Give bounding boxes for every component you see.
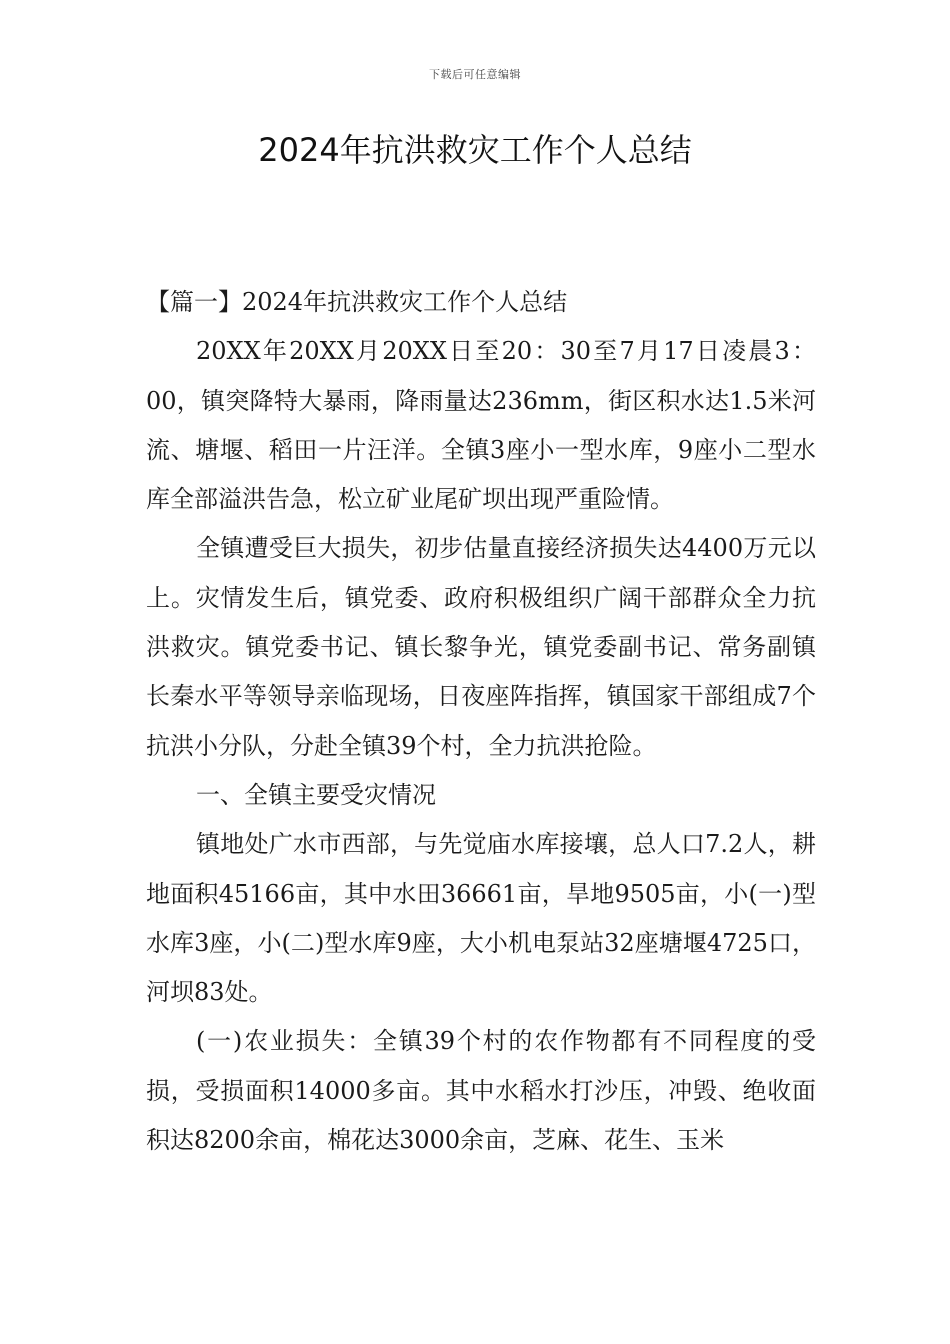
header-note: 下载后可任意编辑 [429, 68, 521, 81]
paragraph-3: 镇地处广水市西部，与先觉庙水库接壤，总人口7.2人，耕地面积45166亩，其中水田36661亩，旱地9505亩，小(一)型水库3座，小(二)型水库9座，大小机电泵站32座塘堰4725口，河坝83处。 [146, 830, 816, 1007]
paragraph-4: (一)农业损失：全镇39个村的农作物都有不同程度的受损，受损面积14000多亩。其中水稻水打沙压，冲毁、绝收面积达8200余亩，棉花达3000余亩，芝麻、花生、玉米 [146, 1027, 816, 1155]
document-title: 2024年抗洪救灾工作个人总结 [258, 131, 692, 169]
paragraph-1: 20XX年20XX月20XX日至20：30至7月17日凌晨3：00，镇突降特大暴雨，降雨量达236mm，街区积水达1.5米河流、塘堰、稻田一片汪洋。全镇3座小一型水库，9座小二型水库全部溢洪告急，松立矿业尾矿坝出现严重险情。 [146, 337, 816, 514]
section-heading: 【篇一】2024年抗洪救灾工作个人总结 [146, 288, 568, 316]
subheading-1: 一、全镇主要受灾情况 [196, 780, 436, 809]
paragraph-2: 全镇遭受巨大损失，初步估量直接经济损失达4400万元以上。灾情发生后，镇党委、政府积极组织广阔干部群众全力抗洪救灾。镇党委书记、镇长黎争光，镇党委副书记、常务副镇长秦水平等领导亲临现场，日夜座阵指挥，镇国家干部组成7个抗洪小分队，分赴全镇39个村，全力抗洪抢险。 [146, 534, 816, 760]
document-body [146, 278, 816, 1165]
